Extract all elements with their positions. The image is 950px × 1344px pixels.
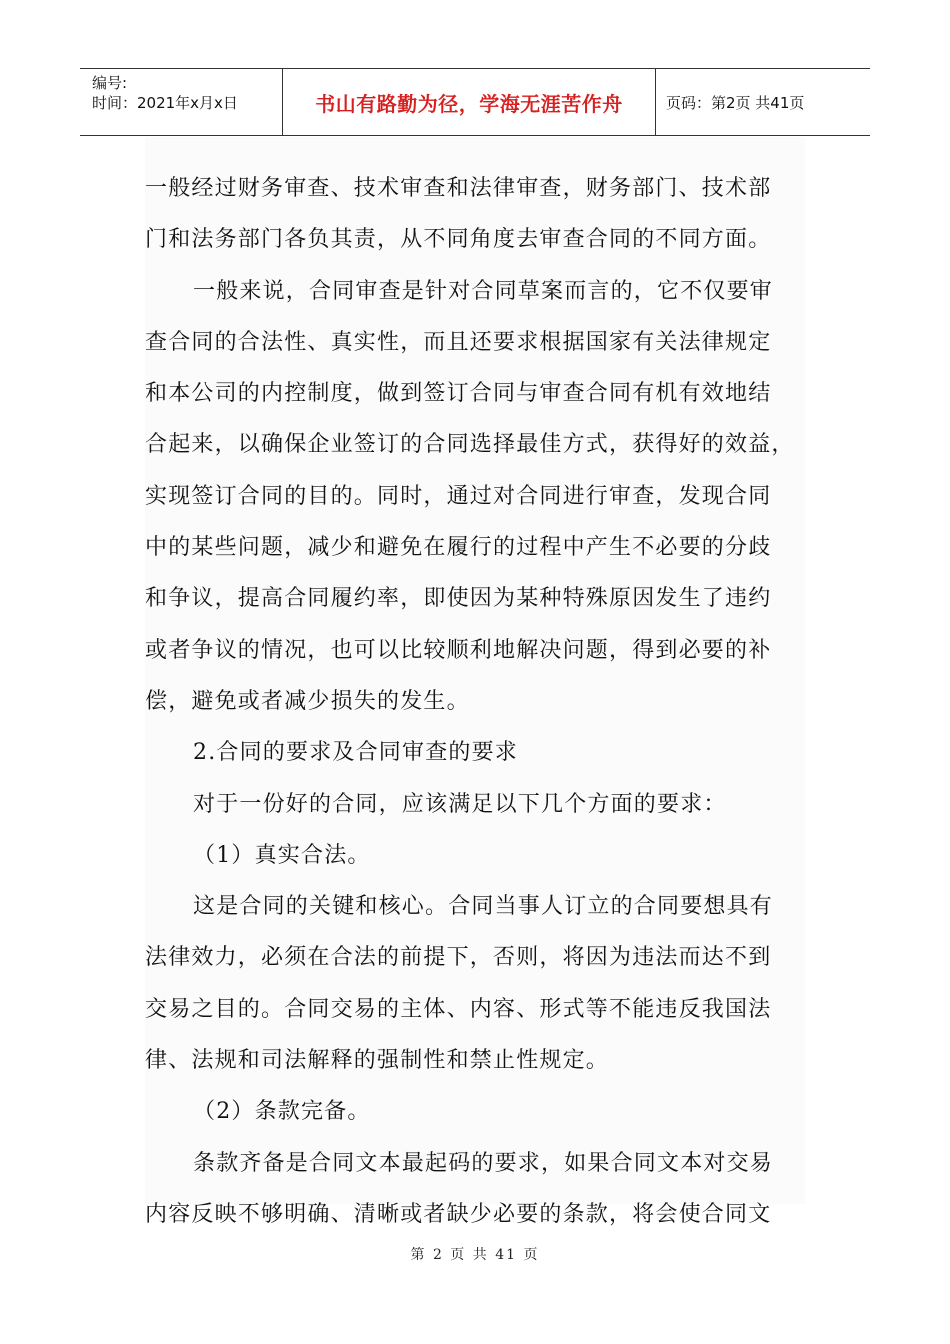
paragraph: [145, 266, 805, 728]
header-page-number: 页码：第2页 共41页: [666, 93, 805, 112]
text-line: 对于一份好的合同，应该满足以下几个方面的要求：: [193, 791, 727, 817]
text-line: 一般来说，合同审查是针对合同草案而言的，它不仅要审: [193, 278, 774, 304]
header-motto-cell: [283, 69, 656, 135]
text-line: 门和法务部门各负其责，从不同角度去审查合同的不同方面。: [145, 227, 772, 253]
text-line: 和本公司的内控制度，做到签订合同与审查合同有机有效地结: [145, 381, 772, 407]
text-line: 2.合同的要求及合同审查的要求: [193, 740, 518, 766]
text-line: 这是合同的关键和核心。合同当事人订立的合同要想具有: [193, 894, 774, 920]
header-meta-cell: [80, 69, 283, 135]
paragraph: [145, 779, 805, 830]
text-line: 一般经过财务审查、技术审查和法律审查，财务部门、技术部: [145, 176, 772, 201]
text-line: 或者争议的情况，也可以比较顺利地解决问题，得到必要的补: [145, 637, 772, 663]
section-heading: [145, 727, 805, 778]
footer-page-number: 第 2 页 共 41 页: [410, 1247, 540, 1263]
page-footer: [0, 1244, 950, 1264]
header-motto: 书山有路勤为径，学海无涯苦作舟: [315, 91, 623, 116]
subsection-heading: [145, 830, 805, 881]
text-line: 内容反映不够明确、清晰或者缺少必要的条款，将会使合同文: [145, 1201, 772, 1227]
subsection-heading: [145, 1086, 805, 1137]
text-line: 合起来，以确保企业签订的合同选择最佳方式，获得好的效益，: [145, 432, 795, 458]
text-line: 偿，避免或者减少损失的发生。: [145, 688, 470, 714]
document-date-label: 时间：2021年x月x日: [92, 94, 238, 112]
text-line: 法律效力，必须在合法的前提下，否则，将因为违法而达不到: [145, 945, 772, 971]
text-line: 律、法规和司法解释的强制性和禁止性规定。: [145, 1048, 610, 1074]
document-number-label: 编号:: [92, 74, 128, 92]
text-line: 条款齐备是合同文本最起码的要求，如果合同文本对交易: [193, 1150, 774, 1176]
text-line: 和争议，提高合同履约率，即使因为某种特殊原因发生了违约: [145, 586, 772, 612]
paragraph: [145, 1138, 805, 1241]
text-line: 查合同的合法性、真实性，而且还要求根据国家有关法律规定: [145, 329, 772, 355]
paragraph: [145, 881, 805, 1086]
document-body: [145, 137, 805, 1227]
text-line: 中的某些问题，减少和避免在履行的过程中产生不必要的分歧: [145, 535, 772, 561]
paragraph: [145, 163, 805, 266]
text-line: （1）真实合法。: [193, 842, 371, 868]
header-page-cell: [656, 69, 870, 135]
text-line: 实现签订合同的目的。同时，通过对合同进行审查，发现合同: [145, 483, 772, 509]
text-line: 交易之目的。合同交易的主体、内容、形式等不能违反我国法: [145, 996, 772, 1022]
page-header: [80, 68, 870, 136]
text-line: （2）条款完备。: [193, 1099, 371, 1125]
